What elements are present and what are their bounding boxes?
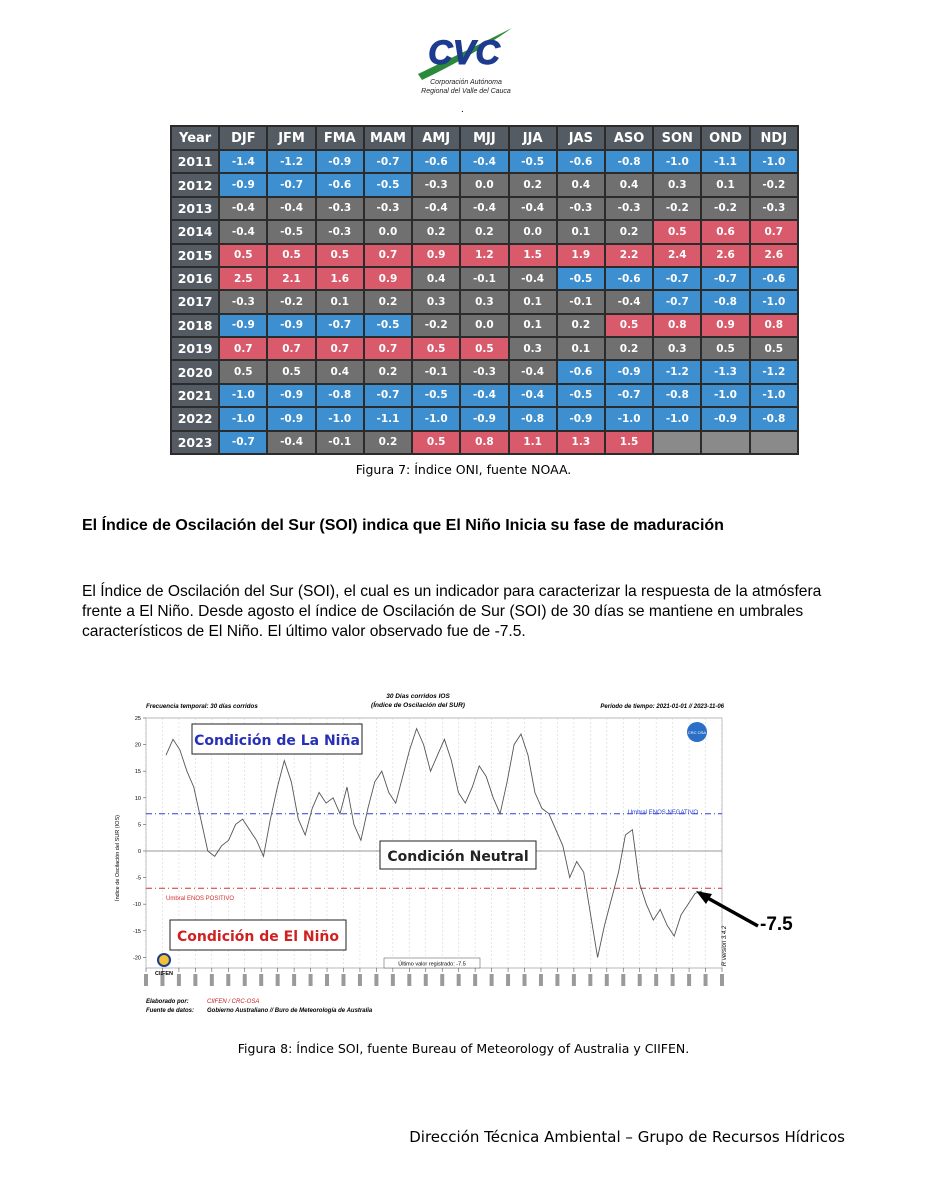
year-cell: 2016: [172, 268, 218, 289]
year-cell: 2023: [172, 432, 218, 454]
oni-value-cell: 0.4: [317, 361, 363, 382]
oni-value-cell: 0.7: [220, 338, 266, 359]
oni-value-cell: 0.2: [510, 174, 556, 195]
oni-value-cell: 2.2: [606, 245, 652, 266]
oni-value-cell: -0.4: [220, 198, 266, 219]
oni-table-container: [170, 125, 799, 455]
oni-value-cell: 0.9: [702, 315, 748, 336]
neutral-box: [380, 841, 536, 869]
oni-value-cell: -0.9: [268, 315, 314, 336]
oni-value-cell: 0.1: [558, 338, 604, 359]
table-row: [172, 245, 797, 266]
oni-value-cell: -0.1: [558, 291, 604, 312]
oni-value-cell: -0.8: [606, 151, 652, 172]
la-nina-label: Condición de La Niña: [194, 733, 360, 749]
chart-title: 30 Días corridos IOS: [386, 693, 450, 700]
oni-value-cell: -0.4: [510, 385, 556, 406]
oni-value-cell: 0.5: [220, 245, 266, 266]
year-cell: 2018: [172, 315, 218, 336]
oni-value-cell: 2.5: [220, 268, 266, 289]
year-cell: 2017: [172, 291, 218, 312]
year-cell: 2011: [172, 151, 218, 172]
neg-threshold-label: Umbral ENOS NEGATIVO: [627, 810, 698, 816]
oni-value-cell: -0.3: [606, 198, 652, 219]
oni-value-cell: 0.3: [654, 338, 700, 359]
soi-chart: [112, 688, 812, 1018]
y-tick-label: -5: [136, 875, 141, 882]
table-row: [172, 291, 797, 312]
neutral-label: Condición Neutral: [387, 849, 529, 865]
y-tick-label: 15: [134, 769, 141, 776]
table-row: [172, 361, 797, 382]
x-tick-label: [473, 974, 477, 986]
section-heading: El Índice de Oscilación del Sur (SOI) indica que El Niño Inicia su fase de maduración: [82, 517, 724, 534]
oni-value-cell: 1.2: [461, 245, 507, 266]
oni-value-cell: 2.6: [702, 245, 748, 266]
oni-value-cell: -0.8: [751, 408, 797, 429]
oni-value-cell: -0.5: [413, 385, 459, 406]
oni-value-cell: 0.1: [317, 291, 363, 312]
oni-value-cell: -0.4: [413, 198, 459, 219]
year-cell: 2012: [172, 174, 218, 195]
year-cell: 2014: [172, 221, 218, 242]
oni-body: [172, 151, 797, 453]
x-tick-label: [177, 974, 181, 986]
oni-value-cell: 0.3: [510, 338, 556, 359]
oni-value-cell: 1.5: [510, 245, 556, 266]
oni-value-cell: 0.4: [558, 174, 604, 195]
oni-value-cell: -0.4: [461, 151, 507, 172]
table-row: [172, 432, 797, 454]
oni-value-cell: -0.4: [510, 361, 556, 382]
oni-value-cell: 0.2: [365, 361, 411, 382]
crc-osa-icon: [687, 722, 707, 742]
oni-value-cell: -0.6: [317, 174, 363, 195]
separator-dot: .: [461, 104, 464, 115]
oni-value-cell: 0.1: [510, 291, 556, 312]
y-tick-label: -15: [133, 928, 141, 935]
oni-value-cell: 0.3: [461, 291, 507, 312]
x-tick-label: [588, 974, 592, 986]
oni-value-cell: 0.5: [461, 338, 507, 359]
oni-table: [170, 125, 799, 455]
oni-value-cell: -0.9: [558, 408, 604, 429]
year-cell: 2015: [172, 245, 218, 266]
oni-value-cell: 0.0: [461, 174, 507, 195]
logo-line2: Regional del Valle del Cauca: [421, 88, 511, 95]
oni-value-cell: -0.3: [558, 198, 604, 219]
x-tick-label: [144, 974, 148, 986]
x-tick-label: [424, 974, 428, 986]
chart-y-label: Índice de Oscilación del SUR (IOS): [115, 815, 121, 901]
oni-value-cell: -0.4: [268, 432, 314, 454]
x-tick-label: [687, 974, 691, 986]
oni-value-cell: 0.9: [365, 268, 411, 289]
oni-value-cell: -0.8: [317, 385, 363, 406]
oni-value-cell: -0.7: [654, 291, 700, 312]
x-tick-label: [391, 974, 395, 986]
table-row: [172, 174, 797, 195]
oni-value-cell: -0.7: [606, 385, 652, 406]
oni-value-cell: -0.6: [413, 151, 459, 172]
oni-value-cell: 0.7: [751, 221, 797, 242]
table-row: [172, 198, 797, 219]
year-header: Year: [172, 127, 218, 149]
oni-value-cell: -1.1: [702, 151, 748, 172]
oni-value-cell: 2.1: [268, 268, 314, 289]
oni-value-cell: -0.8: [510, 408, 556, 429]
body-paragraph: El Índice de Oscilación del Sur (SOI), el cual es un indicador para caracterizar la respuesta de la atmósfera frente a El Niño. Desde agosto el índice de Oscilación de Sur (SOI) de 30 días se mantiene en umbrales característicos de El Niño. El último valor observado fue de -7.5.: [82, 583, 822, 640]
oni-value-cell: -1.0: [702, 385, 748, 406]
x-tick-label: [490, 974, 494, 986]
oni-value-cell: 0.2: [365, 432, 411, 454]
oni-value-cell: -1.2: [654, 361, 700, 382]
x-tick-label: [572, 974, 576, 986]
oni-value-cell: 0.2: [558, 315, 604, 336]
oni-value-cell: [654, 432, 700, 454]
last-value-box: [384, 958, 480, 968]
oni-value-cell: 2.6: [751, 245, 797, 266]
x-tick-label: [555, 974, 559, 986]
y-tick-label: -10: [133, 902, 141, 909]
oni-value-cell: -1.0: [751, 151, 797, 172]
cvc-logo: [414, 22, 518, 98]
oni-value-cell: 0.5: [413, 432, 459, 454]
oni-value-cell: -0.3: [317, 198, 363, 219]
credits-made-by-label: Elaborado por:: [146, 999, 189, 1005]
oni-value-cell: -1.0: [220, 385, 266, 406]
oni-value-cell: [702, 432, 748, 454]
x-tick-label: [358, 974, 362, 986]
el-nino-label: Condición de El Niño: [177, 929, 339, 945]
season-header: JJA: [510, 127, 556, 149]
x-tick-label: [341, 974, 345, 986]
x-tick-label: [621, 974, 625, 986]
oni-value-cell: -0.9: [606, 361, 652, 382]
oni-value-cell: -0.4: [461, 385, 507, 406]
y-tick-label: 5: [137, 822, 141, 829]
oni-value-cell: -0.7: [365, 151, 411, 172]
oni-value-cell: 0.2: [413, 221, 459, 242]
x-tick-label: [259, 974, 263, 986]
oni-value-cell: -0.1: [317, 432, 363, 454]
year-cell: 2020: [172, 361, 218, 382]
oni-value-cell: 1.6: [317, 268, 363, 289]
oni-value-cell: 0.1: [558, 221, 604, 242]
version-label: R version 3.4.2: [722, 925, 728, 967]
oni-value-cell: -0.6: [558, 151, 604, 172]
oni-value-cell: -0.8: [702, 291, 748, 312]
x-tick-label: [523, 974, 527, 986]
oni-value-cell: -0.6: [606, 268, 652, 289]
oni-value-cell: -0.4: [606, 291, 652, 312]
oni-value-cell: -0.5: [558, 268, 604, 289]
oni-value-cell: -0.9: [268, 408, 314, 429]
credits-source-label: Fuente de datos:: [146, 1008, 195, 1014]
chart-subtitle: (Índice de Oscilación del SUR): [371, 702, 465, 709]
x-tick-label: [638, 974, 642, 986]
oni-value-cell: 0.0: [461, 315, 507, 336]
oni-value-cell: -0.4: [268, 198, 314, 219]
oni-value-cell: 0.4: [413, 268, 459, 289]
oni-value-cell: -1.0: [654, 151, 700, 172]
oni-value-cell: -0.2: [751, 174, 797, 195]
oni-value-cell: 0.8: [751, 315, 797, 336]
oni-value-cell: 0.8: [461, 432, 507, 454]
oni-value-cell: 0.7: [365, 338, 411, 359]
y-tick-label: 25: [134, 716, 141, 722]
x-tick-label: [457, 974, 461, 986]
oni-value-cell: -1.1: [365, 408, 411, 429]
oni-value-cell: 0.7: [365, 245, 411, 266]
oni-value-cell: 0.5: [268, 245, 314, 266]
oni-value-cell: -1.3: [702, 361, 748, 382]
credits-source: Gobierno Australiano // Buro de Meteorología de Australia: [207, 1008, 373, 1014]
oni-value-cell: -1.4: [220, 151, 266, 172]
footer: Dirección Técnica Ambiental – Grupo de Recursos Hídricos: [409, 1128, 845, 1146]
oni-value-cell: -0.5: [268, 221, 314, 242]
oni-value-cell: 0.1: [702, 174, 748, 195]
x-tick-label: [720, 974, 724, 986]
table-row: [172, 151, 797, 172]
oni-value-cell: -0.7: [220, 432, 266, 454]
x-tick-label: [407, 974, 411, 986]
x-tick-label: [276, 974, 280, 986]
year-cell: 2019: [172, 338, 218, 359]
logo-text: CVC: [428, 34, 500, 72]
season-header: FMA: [317, 127, 363, 149]
x-tick-label: [292, 974, 296, 986]
x-tick-label: [440, 974, 444, 986]
oni-value-cell: 0.2: [461, 221, 507, 242]
oni-value-cell: 0.0: [365, 221, 411, 242]
table-row: [172, 408, 797, 429]
oni-value-cell: -0.4: [510, 198, 556, 219]
season-header: MJJ: [461, 127, 507, 149]
x-tick-label: [704, 974, 708, 986]
x-tick-label: [539, 974, 543, 986]
oni-value-cell: -0.3: [365, 198, 411, 219]
oni-value-cell: -0.3: [317, 221, 363, 242]
oni-value-cell: 0.7: [317, 338, 363, 359]
oni-value-cell: 0.5: [220, 361, 266, 382]
la-nina-box: [192, 724, 362, 754]
oni-value-cell: -0.6: [558, 361, 604, 382]
oni-value-cell: -0.2: [413, 315, 459, 336]
oni-value-cell: -1.0: [751, 291, 797, 312]
oni-value-cell: 0.5: [413, 338, 459, 359]
oni-value-cell: 1.1: [510, 432, 556, 454]
oni-value-cell: 0.5: [751, 338, 797, 359]
oni-value-cell: 0.9: [413, 245, 459, 266]
oni-value-cell: -0.1: [461, 268, 507, 289]
x-tick-label: [325, 974, 329, 986]
x-tick-label: [193, 974, 197, 986]
callout-value: -7.5: [760, 914, 793, 935]
oni-value-cell: 0.8: [654, 315, 700, 336]
y-tick-label: 20: [134, 742, 141, 749]
credits-made-by: CIIFEN / CRC-OSA: [207, 999, 260, 1005]
oni-value-cell: 0.5: [606, 315, 652, 336]
x-tick-label: [243, 974, 247, 986]
table-row: [172, 315, 797, 336]
crc-osa-label: CRC OSA: [687, 730, 707, 735]
season-header: NDJ: [751, 127, 797, 149]
oni-value-cell: -0.5: [558, 385, 604, 406]
x-tick-label: [226, 974, 230, 986]
oni-value-cell: -0.2: [654, 198, 700, 219]
table-row: [172, 268, 797, 289]
oni-value-cell: -0.9: [220, 174, 266, 195]
oni-value-cell: -1.0: [220, 408, 266, 429]
table-row: [172, 385, 797, 406]
year-cell: 2021: [172, 385, 218, 406]
ciifen-label: CIIFEN: [154, 971, 174, 977]
oni-value-cell: -1.2: [268, 151, 314, 172]
oni-value-cell: -1.2: [751, 361, 797, 382]
oni-header-row: [172, 127, 797, 149]
oni-value-cell: 0.0: [510, 221, 556, 242]
oni-value-cell: -0.9: [461, 408, 507, 429]
oni-value-cell: [751, 432, 797, 454]
oni-value-cell: -1.0: [413, 408, 459, 429]
oni-value-cell: 0.2: [606, 338, 652, 359]
oni-value-cell: -0.9: [702, 408, 748, 429]
y-tick-label: 0: [137, 848, 141, 855]
oni-value-cell: -0.7: [268, 174, 314, 195]
y-tick-label: -20: [133, 955, 141, 962]
season-header: DJF: [220, 127, 266, 149]
logo-line1: Corporación Autónoma: [430, 79, 502, 86]
season-header: JFM: [268, 127, 314, 149]
y-tick-label: 10: [134, 795, 141, 802]
oni-value-cell: -0.5: [365, 315, 411, 336]
oni-value-cell: 0.6: [702, 221, 748, 242]
oni-value-cell: 0.2: [365, 291, 411, 312]
season-header: MAM: [365, 127, 411, 149]
figure-8-caption: Figura 8: Índice SOI, fuente Bureau of Meteorology of Australia y CIIFEN.: [237, 1041, 690, 1056]
oni-value-cell: 0.5: [268, 361, 314, 382]
oni-value-cell: -0.1: [413, 361, 459, 382]
oni-value-cell: -0.3: [220, 291, 266, 312]
table-row: [172, 221, 797, 242]
oni-value-cell: -0.7: [654, 268, 700, 289]
oni-value-cell: 0.2: [606, 221, 652, 242]
oni-value-cell: -0.9: [317, 151, 363, 172]
season-header: OND: [702, 127, 748, 149]
oni-value-cell: 0.3: [413, 291, 459, 312]
oni-value-cell: -0.2: [702, 198, 748, 219]
x-tick-label: [210, 974, 214, 986]
x-tick-label: [671, 974, 675, 986]
season-header: ASO: [606, 127, 652, 149]
oni-value-cell: 0.7: [268, 338, 314, 359]
oni-value-cell: -0.7: [702, 268, 748, 289]
season-header: JAS: [558, 127, 604, 149]
oni-value-cell: -0.4: [510, 268, 556, 289]
oni-value-cell: 0.5: [702, 338, 748, 359]
oni-value-cell: -1.0: [654, 408, 700, 429]
season-header: SON: [654, 127, 700, 149]
oni-value-cell: -0.3: [461, 361, 507, 382]
oni-value-cell: -1.0: [606, 408, 652, 429]
season-header: AMJ: [413, 127, 459, 149]
oni-value-cell: 1.9: [558, 245, 604, 266]
oni-value-cell: 0.1: [510, 315, 556, 336]
oni-value-cell: 0.5: [317, 245, 363, 266]
oni-value-cell: 1.5: [606, 432, 652, 454]
oni-value-cell: 0.3: [654, 174, 700, 195]
oni-value-cell: 2.4: [654, 245, 700, 266]
x-tick-label: [309, 974, 313, 986]
chart-top-left: Frecuencia temporal: 30 días corridos: [146, 703, 258, 710]
oni-value-cell: -0.3: [751, 198, 797, 219]
oni-value-cell: -0.8: [654, 385, 700, 406]
oni-value-cell: -1.0: [751, 385, 797, 406]
oni-value-cell: -0.2: [268, 291, 314, 312]
x-tick-label: [374, 974, 378, 986]
x-tick-label: [654, 974, 658, 986]
el-nino-box: [170, 920, 346, 950]
oni-value-cell: -0.6: [751, 268, 797, 289]
x-tick-label: [605, 974, 609, 986]
figure-7-caption: Figura 7: Índice ONI, fuente NOAA.: [355, 462, 572, 477]
year-cell: 2022: [172, 408, 218, 429]
oni-value-cell: -1.0: [317, 408, 363, 429]
oni-value-cell: -0.5: [365, 174, 411, 195]
chart-top-right: Período de tiempo: 2021-01-01 // 2023-11-06: [600, 704, 724, 710]
oni-value-cell: -0.9: [220, 315, 266, 336]
oni-value-cell: -0.4: [220, 221, 266, 242]
x-tick-label: [506, 974, 510, 986]
table-row: [172, 338, 797, 359]
oni-value-cell: -0.3: [413, 174, 459, 195]
oni-value-cell: -0.7: [317, 315, 363, 336]
oni-value-cell: 0.5: [654, 221, 700, 242]
pos-threshold-label: Umbral ENOS POSITIVO: [166, 896, 235, 902]
oni-value-cell: -0.9: [268, 385, 314, 406]
year-cell: 2013: [172, 198, 218, 219]
oni-value-cell: 0.4: [606, 174, 652, 195]
oni-value-cell: -0.5: [510, 151, 556, 172]
oni-value-cell: 1.3: [558, 432, 604, 454]
oni-value-cell: -0.7: [365, 385, 411, 406]
oni-value-cell: -0.4: [461, 198, 507, 219]
last-value-label: Último valor registrado: -7.5: [398, 961, 466, 968]
